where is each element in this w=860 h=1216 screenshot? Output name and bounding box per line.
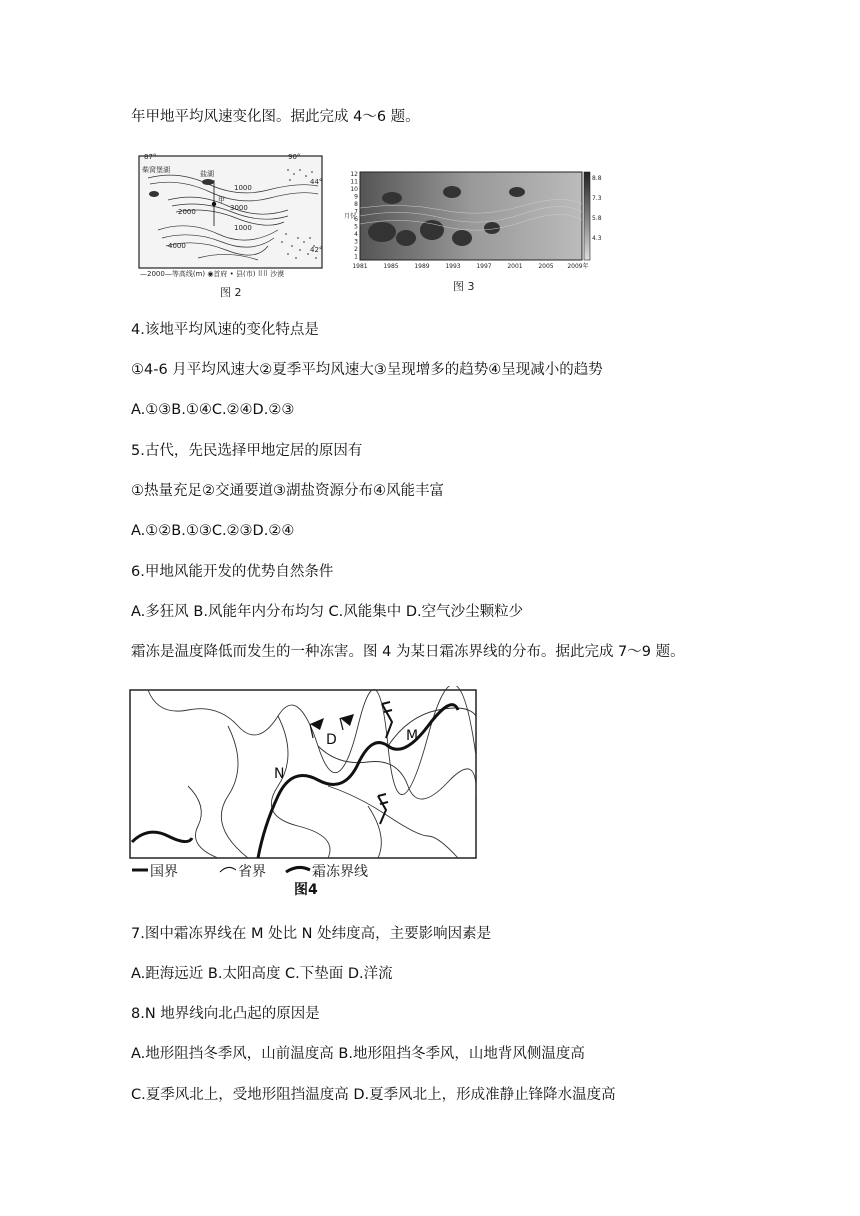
label-D: D <box>326 732 337 748</box>
ytick-9: 9 <box>354 193 358 201</box>
q5-stem: 5.古代，先民选择甲地定居的原因有 <box>131 443 363 459</box>
jia-label: 甲 <box>218 196 225 204</box>
ytick-5: 5 <box>354 223 358 231</box>
contour-3000: 3000 <box>230 204 248 212</box>
contour-2000: 2000 <box>178 208 196 216</box>
ytick-2: 2 <box>354 246 358 253</box>
xtick-2005: 2005 <box>538 263 554 270</box>
scale-label-2: 5.8 <box>592 215 602 222</box>
q6-stem: 6.甲地风能开发的优势自然条件 <box>131 564 334 580</box>
xtick-1993: 1993 <box>445 263 461 270</box>
label-N: N <box>274 766 285 782</box>
scale-label-1: 7.3 <box>592 195 602 202</box>
ytick-4: 4 <box>354 231 358 238</box>
ytick-7: 7 <box>354 208 358 216</box>
figure-3-caption: 图 3 <box>453 280 475 293</box>
ytick-10: 10 <box>350 186 358 193</box>
ytick-6: 6 <box>354 216 358 223</box>
ytick-12: 12 <box>350 171 358 178</box>
label-M: M <box>406 728 419 744</box>
ytick-1: 1 <box>354 253 358 261</box>
q8-options-1: A.地形阻挡冬季风，山前温度高 B.地形阻挡冬季风，山地背风侧温度高 <box>131 1046 585 1062</box>
figure-2-caption: 图 2 <box>220 286 242 299</box>
scale-label-3: 4.3 <box>592 235 602 242</box>
lat-42-label: 42° <box>310 246 323 254</box>
contour-4000: 4000 <box>168 242 186 250</box>
q5-items: ①热量充足②交通要道③湖盐资源分布④风能丰富 <box>131 483 444 499</box>
contour-1000b: 1000 <box>234 224 252 232</box>
q4-stem: 4.该地平均风速的变化特点是 <box>131 322 319 338</box>
xtick-1981: 1981 <box>352 263 368 270</box>
q7-options: A.距海远近 B.太阳高度 C.下垫面 D.洋流 <box>131 966 393 982</box>
ytick-8: 8 <box>354 201 358 208</box>
xtick-2009: 2009年 <box>567 263 589 270</box>
q4-options: A.①③B.①④C.②④D.②③ <box>131 402 295 418</box>
xtick-1985: 1985 <box>383 263 399 270</box>
scale-label-0: 8.8 <box>592 175 602 182</box>
figure-4-caption: 图4 <box>294 882 318 898</box>
figure-2-map <box>138 150 326 280</box>
lon-87-label: 87° <box>144 153 157 161</box>
q8-stem: 8.N 地界线向北凸起的原因是 <box>131 1006 320 1022</box>
figure-2-legend: —2000—等高线(m) ◉首府 • 县(市) ⠿⠿ 沙漠 <box>140 270 285 278</box>
q4-items: ①4-6 月平均风速大②夏季平均风速大③呈现增多的趋势④呈现减小的趋势 <box>131 362 603 378</box>
lon-90-label: 90° <box>288 153 301 161</box>
legend-province: 省界 <box>238 864 266 880</box>
q7-stem: 7.图中霜冻界线在 M 处比 N 处纬度高，主要影响因素是 <box>131 926 492 942</box>
figure-4-map <box>128 686 480 898</box>
ytick-11: 11 <box>350 178 358 186</box>
yanhu-label: 盐湖 <box>200 170 214 178</box>
q8-options-2: C.夏季风北上，受地形阻挡温度高 D.夏季风北上，形成准静止锋降水温度高 <box>131 1087 616 1103</box>
q6-options: A.多狂风 B.风能年内分布均匀 C.风能集中 D.空气沙尘颗粒少 <box>131 604 524 620</box>
chaiwopu-lake-label: 柴窝堡湖 <box>142 166 170 174</box>
frost-intro: 霜冻是温度降低而发生的一种冻害。图 4 为某日霜冻界线的分布。据此完成 7～9 题。 <box>131 644 685 660</box>
xtick-2001: 2001 <box>507 263 523 270</box>
figure-3-contour-chart <box>342 168 602 272</box>
q5-options: A.①②B.①③C.②③D.②④ <box>131 523 295 539</box>
contour-1000a: 1000 <box>234 184 252 192</box>
xtick-1989: 1989 <box>414 263 430 270</box>
legend-border: 国界 <box>150 864 178 880</box>
ytick-3: 3 <box>354 238 358 246</box>
lat-44-label: 44° <box>310 178 323 186</box>
y-axis-label: 月份 <box>344 213 357 220</box>
xtick-1997: 1997 <box>476 263 492 270</box>
legend-frost-line: 霜冻界线 <box>312 864 368 880</box>
intro-text: 年甲地平均风速变化图。据此完成 4～6 题。 <box>131 109 420 125</box>
